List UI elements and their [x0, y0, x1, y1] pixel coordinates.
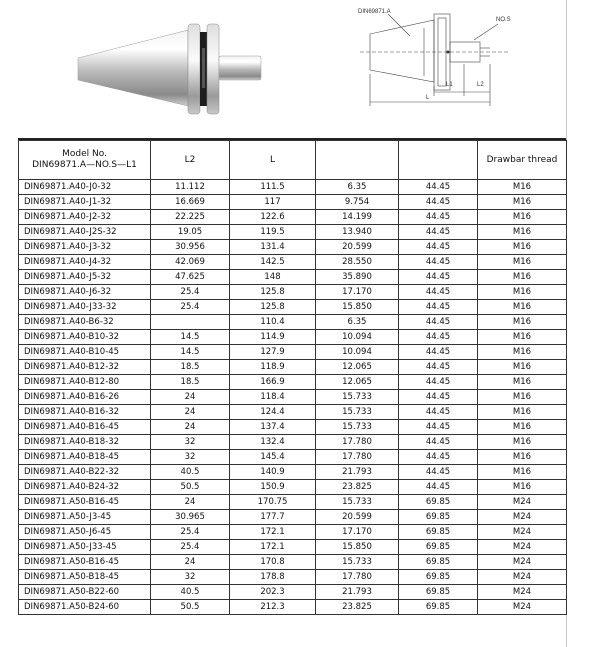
l-label: L [426, 95, 430, 101]
model-cell: DIN69871.A50-B22-60 [19, 585, 151, 600]
l2-cell: 24 [151, 405, 230, 420]
dia-cell: 69.85 [399, 510, 478, 525]
thread-cell: M16 [478, 360, 567, 375]
din-label: DIN69871.A [358, 9, 391, 15]
dia-cell: 44.45 [399, 360, 478, 375]
model-cell: DIN69871.A40-J0-32 [19, 180, 151, 195]
nos-label: NO.S [496, 17, 511, 23]
l2-cell: 18.5 [151, 375, 230, 390]
dia-cell: 44.45 [399, 285, 478, 300]
thread-cell: M16 [478, 330, 567, 345]
l2-cell: 50.5 [151, 480, 230, 495]
table-row [19, 180, 567, 195]
l2-cell: 24 [151, 390, 230, 405]
l-cell: 119.5 [230, 225, 316, 240]
dim-cell: 15.733 [316, 420, 399, 435]
thread-cell: M24 [478, 585, 567, 600]
l2-cell: 40.5 [151, 585, 230, 600]
table-row [19, 555, 567, 570]
thread-cell: M16 [478, 435, 567, 450]
l-cell: 124.4 [230, 405, 316, 420]
l2-cell: 25.4 [151, 300, 230, 315]
l2-cell: 40.5 [151, 465, 230, 480]
dia-cell: 44.45 [399, 240, 478, 255]
l-cell: 132.4 [230, 435, 316, 450]
table-row [19, 210, 567, 225]
thread-cell: M24 [478, 525, 567, 540]
l2-cell [151, 315, 230, 330]
dia-cell: 69.85 [399, 495, 478, 510]
dim-cell: 12.065 [316, 360, 399, 375]
dia-cell: 69.85 [399, 570, 478, 585]
table-row [19, 285, 567, 300]
l-cell: 170.8 [230, 555, 316, 570]
thread-cell: M16 [478, 195, 567, 210]
l-cell: 212.3 [230, 600, 316, 615]
header-model-line1: Model No. [62, 149, 107, 159]
model-cell: DIN69871.A40-B18-32 [19, 435, 151, 450]
thread-cell: M24 [478, 555, 567, 570]
thread-cell: M16 [478, 225, 567, 240]
thread-cell: M16 [478, 375, 567, 390]
table-body [19, 180, 567, 615]
l2-cell: 22.225 [151, 210, 230, 225]
dim-cell: 15.733 [316, 495, 399, 510]
l-cell: 150.9 [230, 480, 316, 495]
dim-cell: 15.733 [316, 405, 399, 420]
table-row [19, 240, 567, 255]
model-cell: DIN69871.A50-B16-45 [19, 495, 151, 510]
table-row [19, 255, 567, 270]
l2-cell: 47.625 [151, 270, 230, 285]
l-cell: 118.9 [230, 360, 316, 375]
model-cell: DIN69871.A40-J4-32 [19, 255, 151, 270]
thread-cell: M16 [478, 345, 567, 360]
thread-cell: M16 [478, 210, 567, 225]
spec-table [18, 140, 567, 615]
table-row [19, 375, 567, 390]
model-cell: DIN69871.A40-J2-32 [19, 210, 151, 225]
table-row [19, 570, 567, 585]
l2-cell: 11.112 [151, 180, 230, 195]
thread-cell: M16 [478, 270, 567, 285]
table-row [19, 420, 567, 435]
dim-cell: 15.733 [316, 555, 399, 570]
thread-cell: M16 [478, 255, 567, 270]
dia-cell: 44.45 [399, 330, 478, 345]
header-l: L [230, 141, 316, 180]
model-cell: DIN69871.A50-J3-45 [19, 510, 151, 525]
l-cell: 202.3 [230, 585, 316, 600]
table-row [19, 600, 567, 615]
dia-cell: 44.45 [399, 255, 478, 270]
l2-cell: 14.5 [151, 345, 230, 360]
l2-cell: 24 [151, 555, 230, 570]
dia-cell: 44.45 [399, 225, 478, 240]
dia-cell: 69.85 [399, 525, 478, 540]
dim-cell: 17.780 [316, 450, 399, 465]
l-cell: 117 [230, 195, 316, 210]
l-cell: 178.8 [230, 570, 316, 585]
thread-cell: M16 [478, 285, 567, 300]
model-cell: DIN69871.A40-J1-32 [19, 195, 151, 210]
dim-cell: 6.35 [316, 315, 399, 330]
l-cell: 140.9 [230, 465, 316, 480]
model-cell: DIN69871.A40-J2S-32 [19, 225, 151, 240]
dim-cell: 13.940 [316, 225, 399, 240]
l-cell: 131.4 [230, 240, 316, 255]
thread-cell: M24 [478, 540, 567, 555]
dia-cell: 44.45 [399, 180, 478, 195]
dim-cell: 10.094 [316, 345, 399, 360]
model-cell: DIN69871.A40-B16-26 [19, 390, 151, 405]
thread-cell: M16 [478, 465, 567, 480]
dim-cell: 17.780 [316, 570, 399, 585]
l2-cell: 18.5 [151, 360, 230, 375]
model-cell: DIN69871.A50-B24-60 [19, 600, 151, 615]
model-cell: DIN69871.A40-B16-45 [19, 420, 151, 435]
dia-cell: 44.45 [399, 210, 478, 225]
thread-cell: M16 [478, 180, 567, 195]
l-cell: 127.9 [230, 345, 316, 360]
table-row [19, 315, 567, 330]
l2-cell: 14.5 [151, 330, 230, 345]
dia-cell: 44.45 [399, 300, 478, 315]
l2-cell: 24 [151, 495, 230, 510]
thread-cell: M24 [478, 600, 567, 615]
dia-cell: 69.85 [399, 540, 478, 555]
model-cell: DIN69871.A40-J3-32 [19, 240, 151, 255]
table-row [19, 300, 567, 315]
table-row [19, 270, 567, 285]
table-row [19, 345, 567, 360]
table-row [19, 480, 567, 495]
thread-cell: M16 [478, 480, 567, 495]
dia-cell: 44.45 [399, 465, 478, 480]
l-cell: 172.1 [230, 540, 316, 555]
dim-cell: 14.199 [316, 210, 399, 225]
dim-cell: 23.825 [316, 480, 399, 495]
table-row [19, 585, 567, 600]
model-cell: DIN69871.A40-B12-32 [19, 360, 151, 375]
l-cell: 170.75 [230, 495, 316, 510]
header-drawbar-thread: Drawbar thread [478, 141, 567, 180]
model-cell: DIN69871.A40-B6-32 [19, 315, 151, 330]
l1-label: L1 [446, 82, 453, 88]
l2-cell: 42.069 [151, 255, 230, 270]
dim-cell: 12.065 [316, 375, 399, 390]
model-cell: DIN69871.A50-B16-45 [19, 555, 151, 570]
l2-cell: 30.965 [151, 510, 230, 525]
dim-cell: 20.599 [316, 510, 399, 525]
l-cell: 137.4 [230, 420, 316, 435]
dia-cell: 69.85 [399, 600, 478, 615]
dim-cell: 35.890 [316, 270, 399, 285]
table-header-row [19, 141, 567, 180]
header-col5 [399, 141, 478, 180]
table-row [19, 360, 567, 375]
header-l2: L2 [151, 141, 230, 180]
table-row [19, 450, 567, 465]
model-cell: DIN69871.A40-J6-32 [19, 285, 151, 300]
table-row [19, 540, 567, 555]
table-row [19, 405, 567, 420]
dim-cell: 17.780 [316, 435, 399, 450]
l-cell: 142.5 [230, 255, 316, 270]
l-cell: 125.8 [230, 300, 316, 315]
dia-cell: 44.45 [399, 420, 478, 435]
l2-cell: 24 [151, 420, 230, 435]
l-cell: 148 [230, 270, 316, 285]
dia-cell: 44.45 [399, 480, 478, 495]
model-cell: DIN69871.A50-J33-45 [19, 540, 151, 555]
dim-cell: 28.550 [316, 255, 399, 270]
l-cell: 114.9 [230, 330, 316, 345]
dim-cell: 6.35 [316, 180, 399, 195]
dim-cell: 15.850 [316, 300, 399, 315]
model-cell: DIN69871.A40-B18-45 [19, 450, 151, 465]
table-row [19, 390, 567, 405]
header-model-line2: DIN69871.A—NO.S—L1 [32, 160, 137, 170]
model-cell: DIN69871.A40-B16-32 [19, 405, 151, 420]
dia-cell: 44.45 [399, 375, 478, 390]
thread-cell: M24 [478, 570, 567, 585]
header-model [19, 141, 151, 180]
dia-cell: 69.85 [399, 585, 478, 600]
l-cell: 125.8 [230, 285, 316, 300]
l2-cell: 30.956 [151, 240, 230, 255]
dim-cell: 21.793 [316, 585, 399, 600]
table-row [19, 465, 567, 480]
thread-cell: M24 [478, 510, 567, 525]
model-cell: DIN69871.A40-B10-32 [19, 330, 151, 345]
thread-cell: M16 [478, 420, 567, 435]
thread-cell: M16 [478, 240, 567, 255]
dia-cell: 44.45 [399, 195, 478, 210]
thread-cell: M16 [478, 315, 567, 330]
dim-cell: 20.599 [316, 240, 399, 255]
l2-cell: 16.669 [151, 195, 230, 210]
dim-cell: 9.754 [316, 195, 399, 210]
l2-cell: 32 [151, 570, 230, 585]
dim-cell: 10.094 [316, 330, 399, 345]
l2-cell: 25.4 [151, 540, 230, 555]
l-cell: 172.1 [230, 525, 316, 540]
l2-cell: 50.5 [151, 600, 230, 615]
header-col4 [316, 141, 399, 180]
table-row [19, 525, 567, 540]
table-row [19, 330, 567, 345]
thread-cell: M16 [478, 390, 567, 405]
dia-cell: 44.45 [399, 390, 478, 405]
l-cell: 118.4 [230, 390, 316, 405]
model-cell: DIN69871.A50-B18-45 [19, 570, 151, 585]
thread-cell: M16 [478, 300, 567, 315]
dim-cell: 23.825 [316, 600, 399, 615]
table-row [19, 510, 567, 525]
model-cell: DIN69871.A50-J6-45 [19, 525, 151, 540]
l-cell: 177.7 [230, 510, 316, 525]
l-cell: 110.4 [230, 315, 316, 330]
table-row [19, 195, 567, 210]
dia-cell: 44.45 [399, 405, 478, 420]
dim-cell: 17.170 [316, 525, 399, 540]
l-cell: 166.9 [230, 375, 316, 390]
model-cell: DIN69871.A40-J5-32 [19, 270, 151, 285]
dia-cell: 44.45 [399, 315, 478, 330]
model-cell: DIN69871.A40-J33-32 [19, 300, 151, 315]
l-cell: 145.4 [230, 450, 316, 465]
l2-cell: 25.4 [151, 285, 230, 300]
dia-cell: 44.45 [399, 345, 478, 360]
dim-cell: 15.733 [316, 390, 399, 405]
l2-cell: 32 [151, 450, 230, 465]
thread-cell: M16 [478, 405, 567, 420]
table-row [19, 225, 567, 240]
thread-cell: M24 [478, 495, 567, 510]
table-row [19, 495, 567, 510]
model-cell: DIN69871.A40-B22-32 [19, 465, 151, 480]
l2-cell: 32 [151, 435, 230, 450]
tool-holder-photo [70, 8, 270, 128]
model-cell: DIN69871.A40-B12-80 [19, 375, 151, 390]
l-cell: 122.6 [230, 210, 316, 225]
model-cell: DIN69871.A40-B24-32 [19, 480, 151, 495]
l-cell: 111.5 [230, 180, 316, 195]
dim-cell: 21.793 [316, 465, 399, 480]
dia-cell: 69.85 [399, 555, 478, 570]
dim-cell: 17.170 [316, 285, 399, 300]
table-row [19, 435, 567, 450]
l2-cell: 25.4 [151, 525, 230, 540]
dim-cell: 15.850 [316, 540, 399, 555]
model-cell: DIN69871.A40-B10-45 [19, 345, 151, 360]
l2-cell: 19.05 [151, 225, 230, 240]
thread-cell: M16 [478, 450, 567, 465]
l2-label: L2 [477, 82, 484, 88]
dia-cell: 44.45 [399, 270, 478, 285]
dia-cell: 44.45 [399, 435, 478, 450]
dia-cell: 44.45 [399, 450, 478, 465]
